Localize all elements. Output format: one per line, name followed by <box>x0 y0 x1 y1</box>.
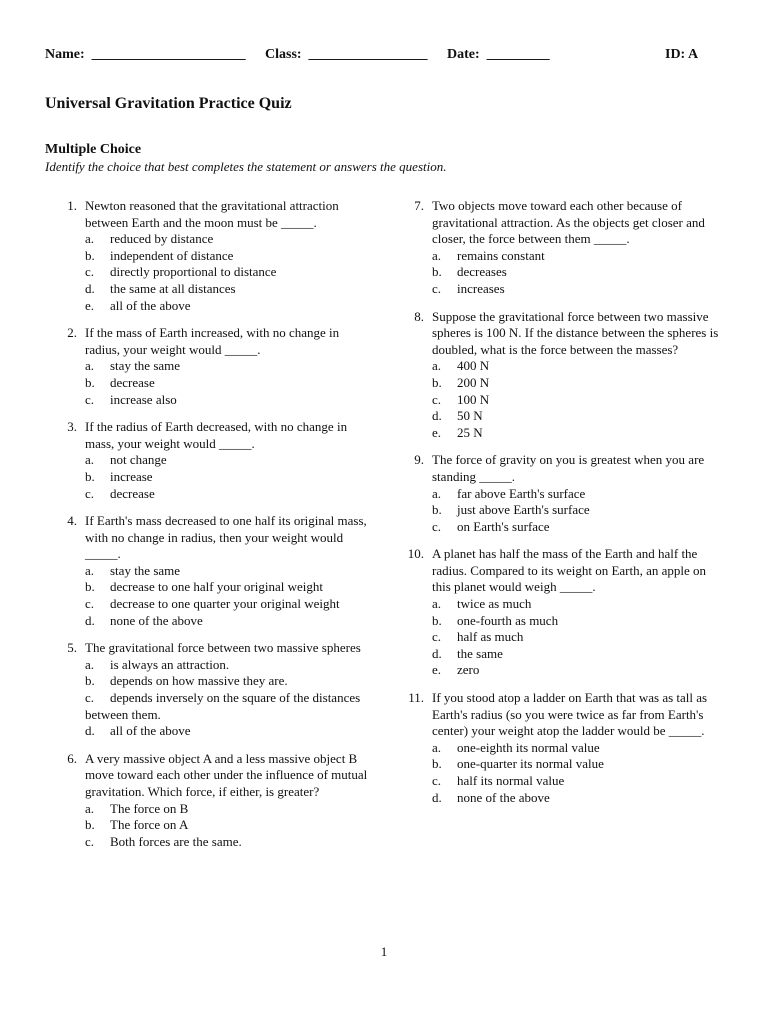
option-letter: c. <box>85 833 95 849</box>
option-letter: a. <box>432 739 442 755</box>
option-text: all of the above <box>110 297 191 313</box>
instructions: Identify the choice that best completes the statement or answers the question. <box>45 159 447 174</box>
answer-option <box>85 298 373 315</box>
option-letter: a. <box>85 656 95 672</box>
answer-option <box>85 248 373 265</box>
option-text: decrease <box>110 485 155 501</box>
option-text: stay the same <box>110 562 181 578</box>
option-letter: b. <box>85 817 95 833</box>
option-letter: a. <box>432 485 442 501</box>
question-item <box>55 640 373 740</box>
option-letter: a. <box>432 247 442 263</box>
answer-option <box>85 563 373 580</box>
answer-option <box>432 629 720 646</box>
answer-option <box>432 646 720 663</box>
answer-option <box>432 248 720 265</box>
question-item <box>55 751 373 851</box>
option-letter: a. <box>85 452 95 468</box>
date-field-label: Date: _________ <box>447 47 550 62</box>
question-item <box>402 546 720 679</box>
option-text: zero <box>457 662 480 678</box>
answer-option <box>432 662 720 679</box>
question-number: 8. <box>414 308 424 324</box>
question-text: If Earth's mass decreased to one half its original mass, with no change in radius, then your weight would _____. <box>85 513 367 562</box>
answer-option <box>85 801 373 818</box>
question-text: If the mass of Earth increased, with no change in radius, your weight would _____. <box>85 325 340 357</box>
answer-option <box>432 790 720 807</box>
question-item <box>402 690 720 806</box>
id-label: ID: A <box>665 47 699 62</box>
answer-option <box>432 264 720 281</box>
question-number: 2. <box>67 325 77 341</box>
question-number: 9. <box>414 452 424 468</box>
answer-option <box>432 392 720 409</box>
answer-option <box>432 486 720 503</box>
option-text: the same <box>457 645 503 661</box>
option-letter: a. <box>85 358 95 374</box>
question-text: If the radius of Earth decreased, with no change in mass, your weight would _____. <box>85 419 348 451</box>
left-question-column <box>55 198 373 861</box>
option-text: independent of distance <box>110 247 234 263</box>
option-text: 100 N <box>457 391 490 407</box>
option-letter: d. <box>432 408 442 424</box>
option-letter: a. <box>85 800 95 816</box>
option-text: decrease to one half your original weight <box>110 579 323 595</box>
option-text: reduced by distance <box>110 231 214 247</box>
answer-option <box>85 281 373 298</box>
question-item <box>402 452 720 535</box>
question-text: Suppose the gravitational force between two massive spheres is 100 N. If the distance between the spheres is doubled, what is the force between the masses? <box>432 308 719 357</box>
option-letter: c. <box>432 773 442 788</box>
option-letter: c. <box>85 391 95 407</box>
option-letter: d. <box>85 612 95 628</box>
answer-option <box>85 486 373 503</box>
question-text: The force of gravity on you is greatest when you are standing _____. <box>432 452 705 484</box>
answer-option <box>432 502 720 519</box>
option-letter: c. <box>85 264 95 280</box>
answer-option <box>85 834 373 851</box>
answer-option <box>85 469 373 486</box>
option-letter: a. <box>432 596 442 612</box>
option-letter: b. <box>432 374 442 390</box>
question-item <box>402 198 720 298</box>
option-text: the same at all distances <box>110 280 236 296</box>
option-text: all of the above <box>110 723 191 739</box>
option-text: is always an attraction. <box>110 656 230 672</box>
answer-option <box>85 613 373 630</box>
answer-option <box>85 231 373 248</box>
option-text: one-fourth as much <box>457 612 559 628</box>
option-text: not change <box>110 452 167 468</box>
option-text: remains constant <box>457 247 545 263</box>
option-text: 200 N <box>457 374 490 390</box>
answer-option <box>432 613 720 630</box>
option-letter: c. <box>432 280 442 296</box>
option-letter: b. <box>85 579 95 595</box>
answer-option <box>432 281 720 298</box>
answer-option <box>432 756 720 773</box>
question-text: Newton reasoned that the gravitational attraction between Earth and the moon must be _____. <box>85 198 339 230</box>
option-letter: a. <box>85 562 95 578</box>
option-text: decrease <box>110 374 155 390</box>
option-letter: b. <box>432 264 442 280</box>
answer-option <box>85 375 373 392</box>
answer-option <box>432 358 720 375</box>
option-text: stay the same <box>110 358 181 374</box>
option-text: increase <box>110 468 153 484</box>
question-number: 1. <box>67 198 77 213</box>
question-number: 4. <box>67 513 77 529</box>
option-letter: d. <box>432 789 442 805</box>
option-letter: b. <box>85 247 95 263</box>
option-letter: e. <box>432 424 442 440</box>
option-text: 400 N <box>457 358 490 374</box>
page-number: 1 <box>380 944 388 959</box>
answer-option <box>432 740 720 757</box>
option-letter: c. <box>432 518 442 534</box>
option-text: none of the above <box>110 612 203 628</box>
question-item <box>402 309 720 442</box>
option-letter: a. <box>85 231 95 247</box>
option-letter: c. <box>432 391 442 407</box>
option-text: directly proportional to distance <box>110 264 277 280</box>
question-number: 3. <box>67 419 77 435</box>
option-letter: c. <box>85 596 95 612</box>
section-heading: Multiple Choice <box>45 142 142 157</box>
question-number: 11. <box>408 690 424 706</box>
option-letter: b. <box>85 468 95 484</box>
answer-option <box>85 452 373 469</box>
option-letter: d. <box>432 645 442 661</box>
option-text: The force on B <box>110 800 189 816</box>
answer-option <box>85 392 373 409</box>
option-text: The force on A <box>110 817 189 833</box>
class-field-label: Class: _________________ <box>265 47 428 62</box>
option-letter: c. <box>85 485 95 501</box>
right-question-column <box>402 198 720 817</box>
name-field-label: Name: ______________________ <box>45 47 246 62</box>
option-text: far above Earth's surface <box>457 485 586 501</box>
answer-option <box>85 579 373 596</box>
option-text: Both forces are the same. <box>110 833 242 849</box>
answer-option <box>85 723 373 740</box>
option-letter: b. <box>432 612 442 628</box>
answer-option <box>85 817 373 834</box>
header-row <box>45 47 725 67</box>
question-text: The gravitational force between two massive spheres <box>85 640 361 656</box>
question-text: A very massive object A and a less massive object B move toward each other under the influence of mutual gravitation. Which force, if either, is greater? <box>85 750 368 799</box>
option-letter: e. <box>432 662 442 678</box>
option-letter: b. <box>432 502 442 518</box>
question-number: 6. <box>67 750 77 766</box>
answer-option <box>85 673 373 690</box>
answer-option <box>85 596 373 613</box>
question-number: 5. <box>67 640 77 656</box>
answer-option <box>432 596 720 613</box>
option-text: none of the above <box>457 789 550 805</box>
option-text: half as much <box>457 629 524 645</box>
answer-option <box>432 375 720 392</box>
question-item <box>55 513 373 629</box>
option-letter: b. <box>432 756 442 772</box>
option-letter: d. <box>85 280 95 296</box>
answer-option <box>85 657 373 674</box>
option-text: decreases <box>457 264 507 280</box>
option-text: 50 N <box>457 408 483 424</box>
option-letter: c. <box>432 629 442 645</box>
answer-option <box>432 773 720 790</box>
option-text: increases <box>457 280 505 296</box>
answer-option <box>432 408 720 425</box>
option-text: decrease to one quarter your original weight <box>110 596 340 612</box>
question-item <box>55 325 373 408</box>
question-item <box>55 419 373 502</box>
option-text: one-eighth its normal value <box>457 739 600 755</box>
option-letter: b. <box>85 374 95 390</box>
question-item <box>55 198 373 314</box>
option-text: twice as much <box>457 596 532 612</box>
question-text: If you stood atop a ladder on Earth that was as tall as Earth's radius (so you were twice as far from Earth's center) your weight atop the ladder would be _____. <box>432 690 708 739</box>
answer-option <box>85 358 373 375</box>
option-letter: e. <box>85 297 95 313</box>
answer-option <box>85 264 373 281</box>
option-text: depends on how massive they are. <box>110 673 288 689</box>
option-text: on Earth's surface <box>457 518 550 534</box>
answer-option <box>432 425 720 442</box>
option-letter: b. <box>85 673 95 689</box>
option-text: 25 N <box>457 424 483 440</box>
question-text: A planet has half the mass of the Earth and half the radius. Compared to its weight on Earth, an apple on this planet would weigh _____. <box>432 546 707 595</box>
page-title: Universal Gravitation Practice Quiz <box>45 95 292 112</box>
question-number: 10. <box>407 546 424 562</box>
option-text: just above Earth's surface <box>457 502 590 518</box>
answer-option <box>85 690 373 723</box>
answer-option <box>432 519 720 536</box>
question-text: Two objects move toward each other because of gravitational attraction. As the objects get closer and closer, the force between them _____. <box>432 198 705 247</box>
option-text: increase also <box>110 391 177 407</box>
option-letter: a. <box>432 358 442 374</box>
option-text: one-quarter its normal value <box>457 756 604 772</box>
option-letter: d. <box>85 723 95 739</box>
option-text: depends inversely on the square of the distances between them. <box>85 690 361 722</box>
question-number: 7. <box>414 198 424 213</box>
option-text: half its normal value <box>457 773 565 788</box>
option-letter: c. <box>85 690 95 706</box>
